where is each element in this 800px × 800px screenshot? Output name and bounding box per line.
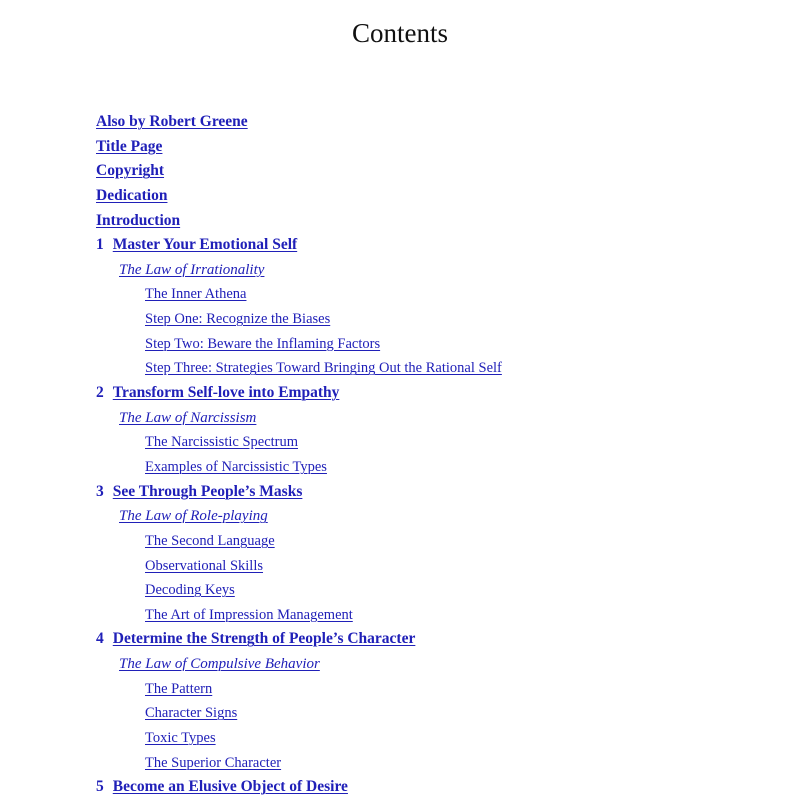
toc-law-link[interactable]: The Law of Narcissism bbox=[119, 409, 257, 426]
toc-section-entry bbox=[96, 529, 776, 554]
toc-law-entry bbox=[96, 406, 776, 431]
toc-section-entry bbox=[96, 751, 776, 776]
toc-chapter-2 bbox=[96, 381, 776, 406]
toc-section-link[interactable]: Toxic Types bbox=[145, 730, 216, 747]
toc-front-matter-item bbox=[96, 209, 776, 234]
chapter-title: Become an Elusive Object of Desire bbox=[112, 778, 348, 796]
toc-chapter-link[interactable] bbox=[96, 483, 302, 500]
toc-section-link[interactable]: The Superior Character bbox=[145, 754, 282, 771]
toc-section-entry bbox=[96, 356, 776, 381]
toc-section-link[interactable]: Observational Skills bbox=[145, 557, 264, 574]
toc-section-link[interactable]: The Second Language bbox=[145, 532, 275, 549]
toc-front-matter-item bbox=[96, 110, 776, 135]
table-of-contents bbox=[96, 110, 776, 800]
toc-section-link[interactable]: The Art of Impression Management bbox=[145, 606, 353, 623]
toc-section-link[interactable]: Step Two: Beware the Inflaming Factors bbox=[145, 335, 381, 352]
toc-chapter-3 bbox=[96, 480, 776, 505]
toc-law-entry bbox=[96, 258, 776, 283]
toc-chapter-link[interactable] bbox=[96, 778, 348, 795]
toc-front-matter-item bbox=[96, 135, 776, 160]
toc-section-entry bbox=[96, 726, 776, 751]
toc-section-entry bbox=[96, 603, 776, 628]
toc-law-entry bbox=[96, 504, 776, 529]
toc-chapter-1 bbox=[96, 233, 776, 258]
toc-section-link[interactable]: Step One: Recognize the Biases bbox=[145, 311, 331, 328]
toc-link-copyright[interactable]: Copyright bbox=[96, 162, 165, 180]
toc-chapter-link[interactable] bbox=[96, 384, 339, 401]
toc-front-matter-item bbox=[96, 159, 776, 184]
toc-link-dedication[interactable]: Dedication bbox=[96, 186, 168, 204]
toc-chapter-link[interactable] bbox=[96, 630, 415, 647]
toc-law-link[interactable]: The Law of Role-playing bbox=[119, 508, 268, 525]
toc-law-link[interactable]: The Law of Compulsive Behavior bbox=[119, 656, 320, 673]
toc-chapter-4 bbox=[96, 627, 776, 652]
toc-section-link[interactable]: Character Signs bbox=[145, 705, 238, 722]
toc-link-introduction[interactable]: Introduction bbox=[96, 211, 181, 229]
toc-section-link[interactable]: The Narcissistic Spectrum bbox=[145, 434, 299, 451]
toc-section-entry bbox=[96, 430, 776, 455]
toc-law-link[interactable]: The Law of Irrationality bbox=[119, 261, 265, 278]
page-title: Contents bbox=[351, 18, 448, 48]
toc-section-entry bbox=[96, 554, 776, 579]
toc-link-title-page[interactable]: Title Page bbox=[96, 137, 163, 155]
toc-section-link[interactable]: Examples of Narcissistic Types bbox=[145, 458, 327, 475]
toc-section-link[interactable]: Step Three: Strategies Toward Bringing Out the Rational Self bbox=[145, 360, 502, 377]
chapter-title: Transform Self-love into Empathy bbox=[112, 384, 340, 402]
toc-section-entry bbox=[96, 578, 776, 603]
toc-section-link[interactable]: The Inner Athena bbox=[145, 286, 247, 303]
chapter-number: 2 bbox=[96, 384, 104, 402]
toc-chapter-link[interactable] bbox=[96, 236, 297, 253]
toc-section-link[interactable]: The Pattern bbox=[145, 680, 213, 697]
chapter-number: 1 bbox=[96, 236, 104, 254]
toc-section-entry bbox=[96, 282, 776, 307]
toc-link-also-by[interactable]: Also by Robert Greene bbox=[96, 113, 248, 130]
chapter-title: See Through People’s Masks bbox=[112, 482, 303, 500]
toc-section-entry bbox=[96, 307, 776, 332]
toc-section-entry bbox=[96, 455, 776, 480]
toc-section-entry bbox=[96, 332, 776, 357]
toc-section-link[interactable]: Decoding Keys bbox=[145, 582, 235, 599]
chapter-title: Determine the Strength of People’s Character bbox=[112, 630, 416, 648]
toc-chapter-5 bbox=[96, 775, 776, 800]
toc-law-entry bbox=[96, 652, 776, 677]
toc-front-matter-item bbox=[96, 184, 776, 209]
toc-section-entry bbox=[96, 677, 776, 702]
chapter-number: 3 bbox=[96, 482, 104, 500]
chapter-title: Master Your Emotional Self bbox=[112, 236, 298, 254]
chapter-number: 5 bbox=[96, 778, 104, 796]
toc-section-entry bbox=[96, 701, 776, 726]
chapter-number: 4 bbox=[96, 630, 104, 648]
